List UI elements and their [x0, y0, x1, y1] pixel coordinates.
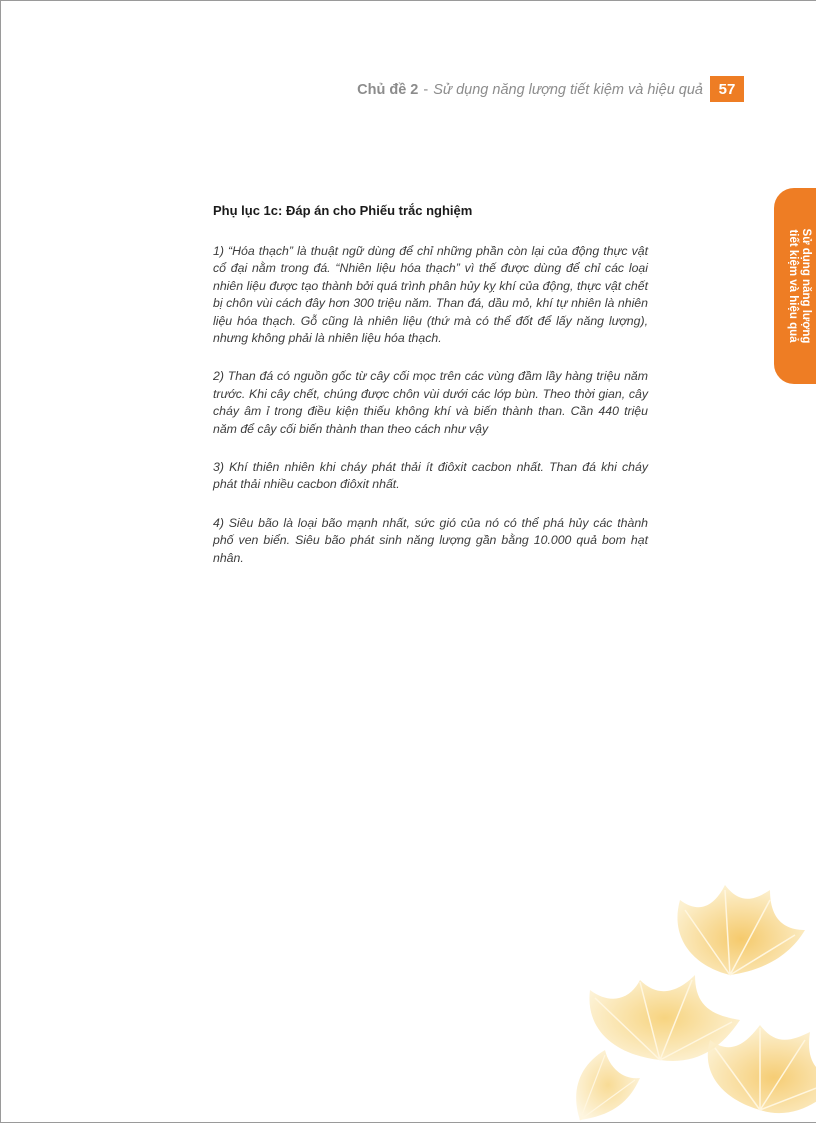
side-tab-line-2: tiết kiệm và hiệu quả [787, 229, 799, 343]
page-number: 57 [710, 76, 744, 102]
answer-list [213, 243, 648, 588]
side-tab-line-1: Sử dụng năng lượng [800, 228, 812, 344]
header-subtitle: Sử dụng năng lượng tiết kiệm và hiệu quả [433, 82, 703, 98]
section-heading: Phụ lục 1c: Đáp án cho Phiếu trắc nghiệm [213, 203, 473, 218]
running-header [357, 79, 703, 101]
page-border-left [0, 0, 1, 1123]
answer-item-2: 2) Than đá có nguồn gốc từ cây cối mọc trên các vùng đầm lầy hàng triệu năm trước. Khi cây chết, chúng được chôn vùi dưới các lớp bùn. Theo thời gian, cây cháy âm ỉ trong điều kiện thiếu không khí và biến thành than. Cần 440 triệu năm để cây cối biến thành than theo cách như vậy [213, 369, 648, 436]
side-tab-text [786, 191, 812, 381]
header-topic: Chủ đề 2 [357, 82, 419, 98]
side-tab [774, 188, 816, 384]
leaf-top [677, 885, 805, 975]
page-border-top [0, 0, 816, 1]
answer-item-4: 4) Siêu bão là loại bão mạnh nhất, sức gió của nó có thể phá hủy các thành phố ven biển. Siêu bão phát sinh năng lượng gần bằng 10.000 quả bom hạt nhân. [213, 515, 648, 565]
leaf-bottom-left [576, 1050, 640, 1120]
answer-item-1: 1) “Hóa thạch” là thuật ngữ dùng để chỉ những phần còn lại của động thực vật cổ đại nằm trong đá. “Nhiên liệu hóa thạch” vì thế được dùng để chỉ các loại nhiên liệu được tạo thành bởi quá trình phân hủy kỵ khí của động, thực vật chết bị chôn vùi cách đây hơn 300 triệu năm. Than đá, dầu mỏ, khí tự nhiên là nhiên liệu hóa thạch. Gỗ cũng là nhiên liệu (thứ mà có thể đốt để lấy năng lượng), nhưng không phải là nhiên liệu hóa thạch. [213, 244, 648, 346]
answer-item-3: 3) Khí thiên nhiên khi cháy phát thải ít điôxit cacbon nhất. Than đá khi cháy phát thải nhiều cacbon điôxit nhất. [213, 460, 648, 492]
header-separator: - [423, 82, 429, 98]
autumn-leaves-icon [540, 870, 816, 1123]
